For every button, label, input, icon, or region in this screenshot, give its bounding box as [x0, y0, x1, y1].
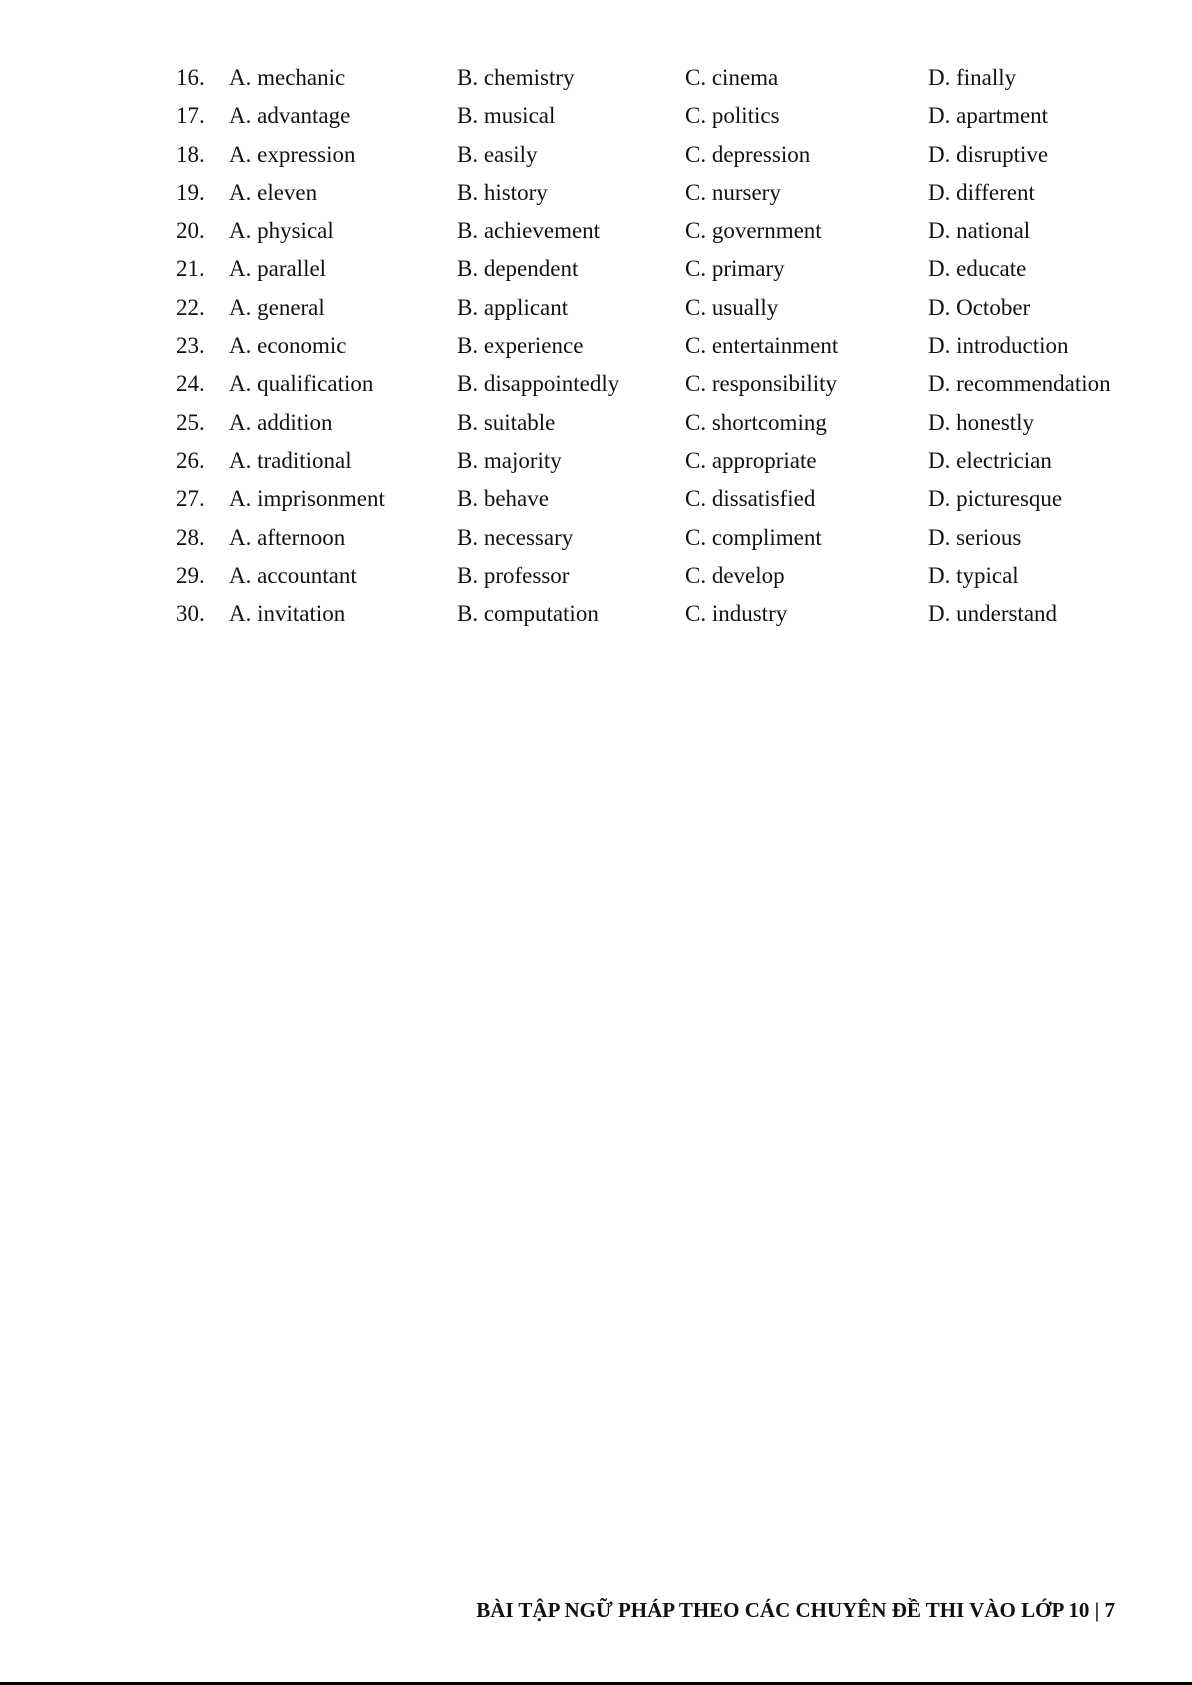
option-a: A. general: [229, 294, 325, 320]
option-b: B. behave: [457, 486, 549, 512]
question-row: [176, 519, 1136, 557]
option-c: C. cinema: [685, 65, 779, 90]
option-b: B. chemistry: [457, 65, 575, 90]
option-b: B. suitable: [457, 409, 556, 435]
question-row: [176, 174, 1136, 212]
option-d: D. national: [928, 218, 1031, 244]
option-c: C. usually: [685, 294, 779, 320]
option-d: D. serious: [928, 524, 1022, 550]
option-d: D. finally: [928, 65, 1017, 90]
option-d: D. honestly: [928, 409, 1035, 435]
option-d: D. understand: [928, 601, 1058, 627]
question-list: [176, 59, 1136, 633]
option-d: D. educate: [928, 256, 1027, 282]
option-b: B. necessary: [457, 524, 574, 550]
option-b: B. applicant: [457, 294, 569, 320]
question-row: [176, 557, 1136, 595]
option-d: D. picturesque: [928, 486, 1063, 512]
option-c: C. dissatisfied: [685, 486, 816, 512]
question-number: 17.: [176, 103, 205, 129]
question-row: [176, 480, 1136, 518]
question-number: 26.: [176, 447, 205, 473]
question-row: [176, 59, 1136, 97]
option-a: A. addition: [229, 409, 333, 435]
option-b: B. history: [457, 179, 548, 205]
option-c: C. responsibility: [685, 371, 838, 397]
option-a: A. advantage: [229, 103, 351, 129]
question-number: 20.: [176, 218, 205, 244]
option-c: C. primary: [685, 256, 785, 282]
option-b: B. disappointedly: [457, 371, 620, 397]
option-c: C. shortcoming: [685, 409, 827, 435]
question-row: [176, 136, 1136, 174]
question-number: 27.: [176, 486, 205, 512]
option-a: A. afternoon: [229, 524, 346, 550]
option-c: C. develop: [685, 562, 785, 588]
option-c: C. industry: [685, 601, 788, 627]
option-a: A. eleven: [229, 179, 318, 205]
question-row: [176, 289, 1136, 327]
option-b: B. experience: [457, 333, 584, 359]
option-b: B. musical: [457, 103, 556, 129]
question-number: 28.: [176, 524, 205, 550]
option-a: A. imprisonment: [229, 486, 385, 512]
option-a: A. qualification: [229, 371, 374, 397]
option-a: A. parallel: [229, 256, 327, 282]
question-row: [176, 212, 1136, 250]
question-number: 19.: [176, 179, 205, 205]
question-number: 24.: [176, 371, 205, 397]
option-d: D. introduction: [928, 333, 1069, 359]
option-d: D. recommendation: [928, 371, 1111, 397]
option-c: C. entertainment: [685, 333, 839, 359]
question-row: [176, 404, 1136, 442]
question-row: [176, 250, 1136, 288]
option-d: D. apartment: [928, 103, 1049, 129]
question-number: 29.: [176, 562, 205, 588]
question-row: [176, 97, 1136, 135]
question-row: [176, 442, 1136, 480]
question-number: 21.: [176, 256, 205, 282]
option-d: D. different: [928, 179, 1035, 205]
option-d: D. electrician: [928, 447, 1052, 473]
option-c: C. compliment: [685, 524, 822, 550]
option-b: B. achievement: [457, 218, 601, 244]
option-b: B. computation: [457, 601, 599, 627]
question-row: [176, 327, 1136, 365]
option-a: A. economic: [229, 333, 347, 359]
question-row: [176, 595, 1136, 633]
page-footer: BÀI TẬP NGỮ PHÁP THEO CÁC CHUYÊN ĐỀ THI VÀO LỚP 10 | 7: [476, 1598, 1115, 1622]
option-b: B. majority: [457, 447, 562, 473]
option-d: D. typical: [928, 562, 1019, 588]
option-c: C. nursery: [685, 179, 781, 205]
question-number: 25.: [176, 409, 205, 435]
question-number: 18.: [176, 141, 205, 167]
option-a: A. accountant: [229, 562, 357, 588]
option-b: B. easily: [457, 141, 538, 167]
question-number: 16.: [176, 65, 205, 90]
option-a: A. invitation: [229, 601, 346, 627]
option-a: A. physical: [229, 218, 334, 244]
question-row: [176, 365, 1136, 403]
option-c: C. politics: [685, 103, 780, 129]
option-a: A. traditional: [229, 447, 352, 473]
option-d: D. October: [928, 294, 1031, 320]
option-c: C. government: [685, 218, 822, 244]
option-b: B. professor: [457, 562, 570, 588]
option-a: A. mechanic: [229, 65, 346, 90]
option-c: C. appropriate: [685, 447, 817, 473]
option-a: A. expression: [229, 141, 356, 167]
question-number: 22.: [176, 294, 205, 320]
option-b: B. dependent: [457, 256, 579, 282]
option-c: C. depression: [685, 141, 811, 167]
question-number: 23.: [176, 333, 205, 359]
question-number: 30.: [176, 601, 205, 627]
option-d: D. disruptive: [928, 141, 1049, 167]
